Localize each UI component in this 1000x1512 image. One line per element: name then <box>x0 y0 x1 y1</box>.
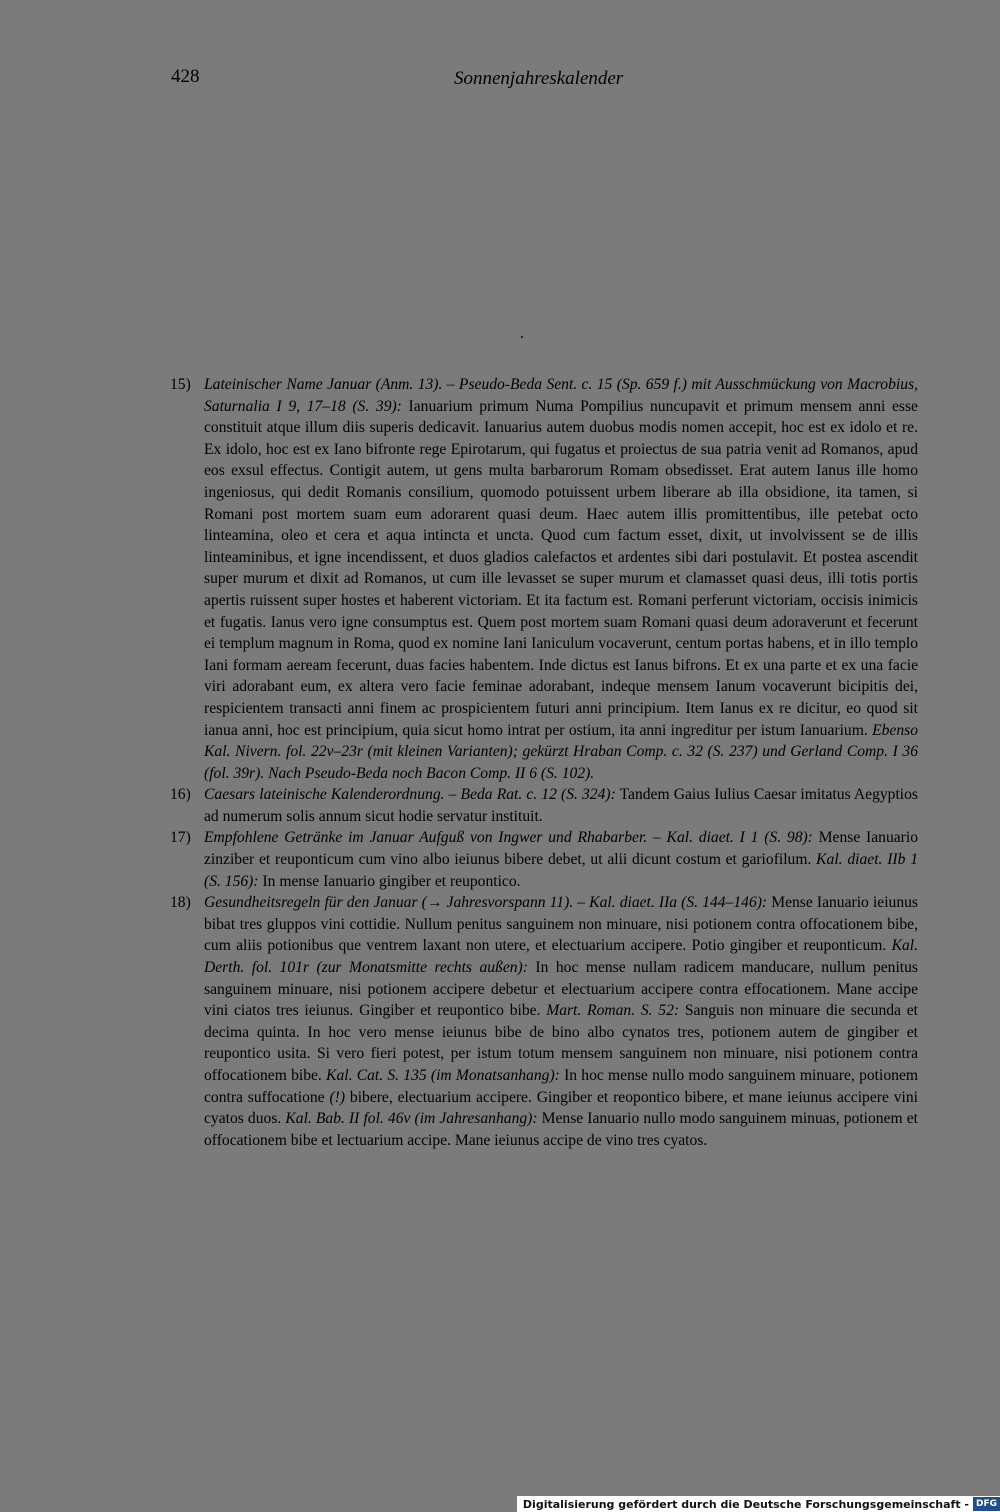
quoted-text: Mense Ianuario nullo modo sanguinem minuas, potionem et offocationem bibe et lectuarium accipe. Mane ieiunus accipe de vino tres cyatos. <box>204 1110 918 1149</box>
funding-footer <box>517 1496 1000 1512</box>
citation-italic: Kal. Cat. S. 135 (im Monatsanhang): <box>326 1067 560 1084</box>
quoted-text: Tandem Gaius Iulius Caesar imitatus Aegyptios ad numerum solis annum sicut hodie servatur instituit. <box>204 786 918 825</box>
citation-italic: Lateinischer Name Januar (Anm. 13). – Pseudo-Beda Sent. c. 15 (Sp. 659 f.) mit Ausschmückung von Macrobius, Saturnalia I 9, 17–18 (S. 39): <box>204 376 918 415</box>
endnote-number: 17) <box>170 829 191 847</box>
quoted-text: In mense Ianuario gingiber et reupontico. <box>258 872 521 890</box>
citation-italic: (!) <box>329 1088 346 1106</box>
endnote-text <box>204 827 918 892</box>
endnote-number: 16) <box>170 786 191 804</box>
quoted-text: Mense Ianuario ieiunus bibat tres gluppos vini cottidie. Nullum penitus sanguinem non minuare, nisi potionem contra offocationem bibe, cum aliis potionibus que ventrem laxant non utere, et electuarium accipere. Potio gingiber et reuponticum. <box>204 894 918 955</box>
endnote <box>170 784 918 827</box>
quoted-text: In hoc mense nullo modo sanguinem minuare, potionem contra suffocatione <box>204 1067 918 1106</box>
dfg-logo: DFG <box>973 1497 1000 1511</box>
citation-italic: Kal. diaet. IIb 1 (S. 156): <box>204 851 918 890</box>
endnote-text <box>204 892 918 1151</box>
citation-italic: Empfohlene Getränke im Januar Aufguß von Ingwer und Rhabarber. – Kal. diaet. I 1 (S. 98): <box>204 829 813 847</box>
citation-italic: Kal. Derth. fol. 101r (zur Monatsmitte rechts außen): <box>204 937 918 977</box>
quoted-text: Mense Ianuario zinziber et reuponticum cum vino albo ieiunus bibere debet, ut alii dicunt costum et gariofilum. <box>204 829 918 869</box>
quoted-text: Ianuarium primum Numa Pompilius nuncupavit et primum mensem anni esse constituit atque illum diis superis dedicavit. Ianuarius autem duobus modis nomen accepit, hoc est ex idolo et re. Ex idolo, hoc est ex Iano bifronte rege Epirotarum, qui fugatus et proiectus de sua patria venit ad Romanos, apud eos exsul effectus. Contigit autem, ut gens multa barbarorum Romam obsedisset. Erat autem Ianus ille homo ingeniosus, qui dedit Romanis consilium, quomodo potuissent urbem liberare ab illa obsidione, ita tamen, si Romani post mortem suam eum adorarent quasi deum. Haec autem illis promittentibus, ille petebat octo linteamina, oleo et cera et aqua intincta et uncta. Quod cum factum esset, dixit, ut involvissent se de illis linteaminibus, et igne incendissent, et duos gladios calefactos et ardentes sibi dari postulavit. Et postea ascendit super murum et dixit ad Romanos, ut cum ille levasset se super murum et clamasset quasi deus, illi totis portis apertis ruissent super hostes et haberent victoriam. Et ita factum est. Romani perferunt victoriam, occisis inimicis et fugatis. Ianus vero igne consumptus est. Quem post mortem suam Romani quasi deum adoraverunt et fecerunt ei templum magnum in Roma, quod ex nomine Iani Ianiculum vocaverunt, centum portas habens, et in illo templo Iani formam aeream fecerunt, duas facies habentem. Inde dictus est Ianus bifrons. Et ex una parte et ex una facie viri adorabant eum, ex altera vero facie feminae adorabant, indeque mensem Ianum vocaverunt bicipitis dei, respicientem transacti anni finem ac prospicientem futuri anni principium. Item Ianus ex re dicitur, eo quod sit ianua anni, hoc est principium, quia sicut homo intrat per ostium, ita anni ingreditur per istum Ianuarium. <box>204 397 918 739</box>
running-title: Sonnenjahreskalender <box>454 68 624 89</box>
citation-italic: Gesundheitsregeln für den Januar (→ Jahresvorspann 11). – Kal. diaet. IIa (S. 144–146): <box>204 894 768 912</box>
endnote-text <box>204 784 918 827</box>
citation-italic: Mart. Roman. S. 52: <box>546 1002 680 1020</box>
endnote <box>170 827 918 892</box>
endnote-text <box>204 374 918 784</box>
citation-italic: Caesars lateinische Kalenderordnung. – Beda Rat. c. 12 (S. 324): <box>204 786 616 804</box>
citation-italic: Ebenso Kal. Nivern. fol. 22v–23r (mit kleinen Varianten); gekürzt Hraban Comp. c. 32 (S. 237) und Gerland Comp. I 36 (fol. 39r). Nach Pseudo-Beda noch Bacon Comp. II 6 (S. 102). <box>204 721 918 782</box>
endnote-number: 15) <box>170 376 191 393</box>
quoted-text: bibere, electuarium accipere. Gingiber et reopontico bibere, et mane ieiunus accipere vini cyatos duos. <box>204 1088 918 1128</box>
endnote-number: 18) <box>170 894 191 912</box>
footer-text: Digitalisierung gefördert durch die Deutsche Forschungsgemeinschaft - <box>522 1497 969 1511</box>
endnotes <box>170 374 918 1151</box>
scan-speck <box>521 336 523 338</box>
quoted-text: Sanguis non minuare die secunda et decima quinta. In hoc vero mense ieiunus bibe de bino albo cynatos tres, potionem autem de gingiber et reupontico usita. Si vero fieri potest, per istum totum mensem sanguinem non minuare, nisi potionem contra offocationem bibe. <box>204 1002 918 1084</box>
endnote <box>170 892 918 1151</box>
endnote <box>170 374 918 784</box>
citation-italic: Kal. Bab. II fol. 46v (im Jahresanhang): <box>285 1110 538 1128</box>
quoted-text: In hoc mense nullam radicem manducare, nullum penitus sanguinem minuare, nisi potionem accipere debetur et electuarium accipere contra effocationem. Mane accipe vini ciatos tres ieiunus. Gingiber et reupontico bibe. <box>204 959 918 1020</box>
page-number: 428 <box>171 66 200 87</box>
